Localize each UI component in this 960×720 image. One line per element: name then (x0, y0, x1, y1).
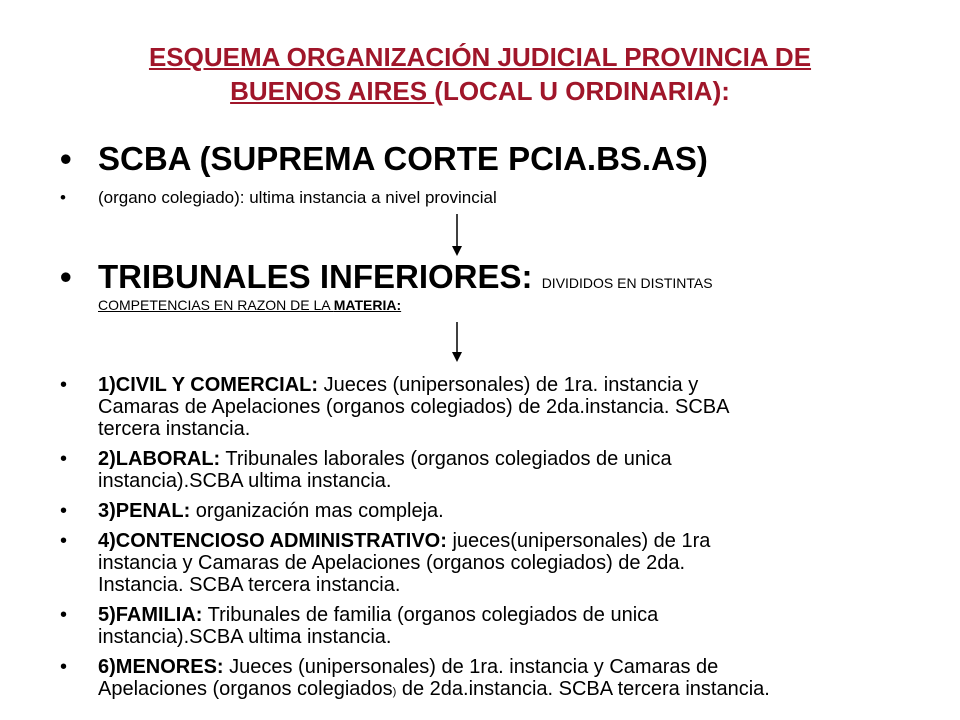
list-item-civil (60, 374, 920, 440)
item-label: 2)LABORAL: (98, 448, 221, 470)
bullet-icon: • (60, 656, 68, 678)
bullet-icon: • (60, 374, 68, 396)
item-text: Apelaciones (organos colegiados (98, 678, 393, 700)
list-item-penal (60, 500, 920, 522)
bullet-icon: • (60, 188, 66, 207)
item-text: Tribunales de familia (organos colegiados de unica (202, 604, 659, 626)
tribunales-row (60, 258, 920, 313)
bullet-icon: • (60, 140, 72, 177)
bullet-icon: • (60, 530, 68, 552)
bullet-icon: • (60, 258, 72, 295)
title-line-2-underlined: BUENOS AIRES (230, 76, 435, 106)
scba-heading: SCBA (SUPREMA CORTE PCIA.BS.AS) (98, 140, 708, 177)
item-text: jueces(unipersonales) de 1ra (446, 530, 711, 552)
title-line-1: ESQUEMA ORGANIZACIÓN JUDICIAL PROVINCIA DE (148, 42, 812, 72)
item-text: tercera instancia. (98, 418, 251, 440)
scba-detail: (organo colegiado): ultima instancia a nivel provincial (98, 188, 497, 207)
item-label: 4)CONTENCIOSO ADMINISTRATIVO: (98, 530, 447, 552)
list-item-familia (60, 604, 920, 648)
tribunales-sub-line-2: COMPETENCIAS EN RAZON DE LA (98, 297, 334, 313)
item-label: 3)PENAL: (98, 500, 191, 522)
list-item-menores (60, 656, 920, 703)
title-line-2-rest: (LOCAL U ORDINARIA): (434, 76, 730, 106)
item-text: Jueces (unipersonales) de 1ra. instancia y (318, 374, 699, 396)
item-text: Jueces (unipersonales) de 1ra. instancia y Camaras de (223, 656, 719, 678)
item-label: 1)CIVIL Y COMERCIAL: (98, 374, 319, 396)
item-text: ) de 2da.instancia. SCBA tercera instancia. (392, 678, 770, 700)
bullet-icon: • (60, 604, 68, 626)
item-text: Instancia. SCBA tercera instancia. (98, 574, 401, 596)
item-text: instancia).SCBA ultima instancia. (98, 470, 392, 492)
item-text: Camaras de Apelaciones (organos colegiados) de 2da.instancia. SCBA (98, 396, 730, 418)
bullet-icon: • (60, 448, 68, 470)
scba-detail-row (60, 188, 920, 208)
slide-title (40, 40, 920, 108)
down-arrow-icon (450, 322, 464, 362)
tribunales-sub-line-1: DIVIDIDOS EN DISTINTAS (541, 275, 713, 291)
item-label: 5)FAMILIA: (98, 604, 203, 626)
item-text: organización mas compleja. (190, 500, 444, 522)
tribunales-heading: TRIBUNALES INFERIORES: (98, 258, 542, 295)
tribunales-materia: MATERIA: (333, 297, 402, 313)
scba-heading-row (60, 140, 920, 178)
item-text: instancia y Camaras de Apelaciones (organos colegiados) de 2da. (98, 552, 686, 574)
down-arrow-icon (450, 214, 464, 256)
list-item-laboral (60, 448, 920, 492)
item-text: Tribunales laborales (organos colegiados de unica (220, 448, 672, 470)
item-label: 6)MENORES: (98, 656, 224, 678)
list-item-contencioso (60, 530, 920, 596)
bullet-icon: • (60, 500, 68, 522)
item-text: instancia).SCBA ultima instancia. (98, 626, 392, 648)
